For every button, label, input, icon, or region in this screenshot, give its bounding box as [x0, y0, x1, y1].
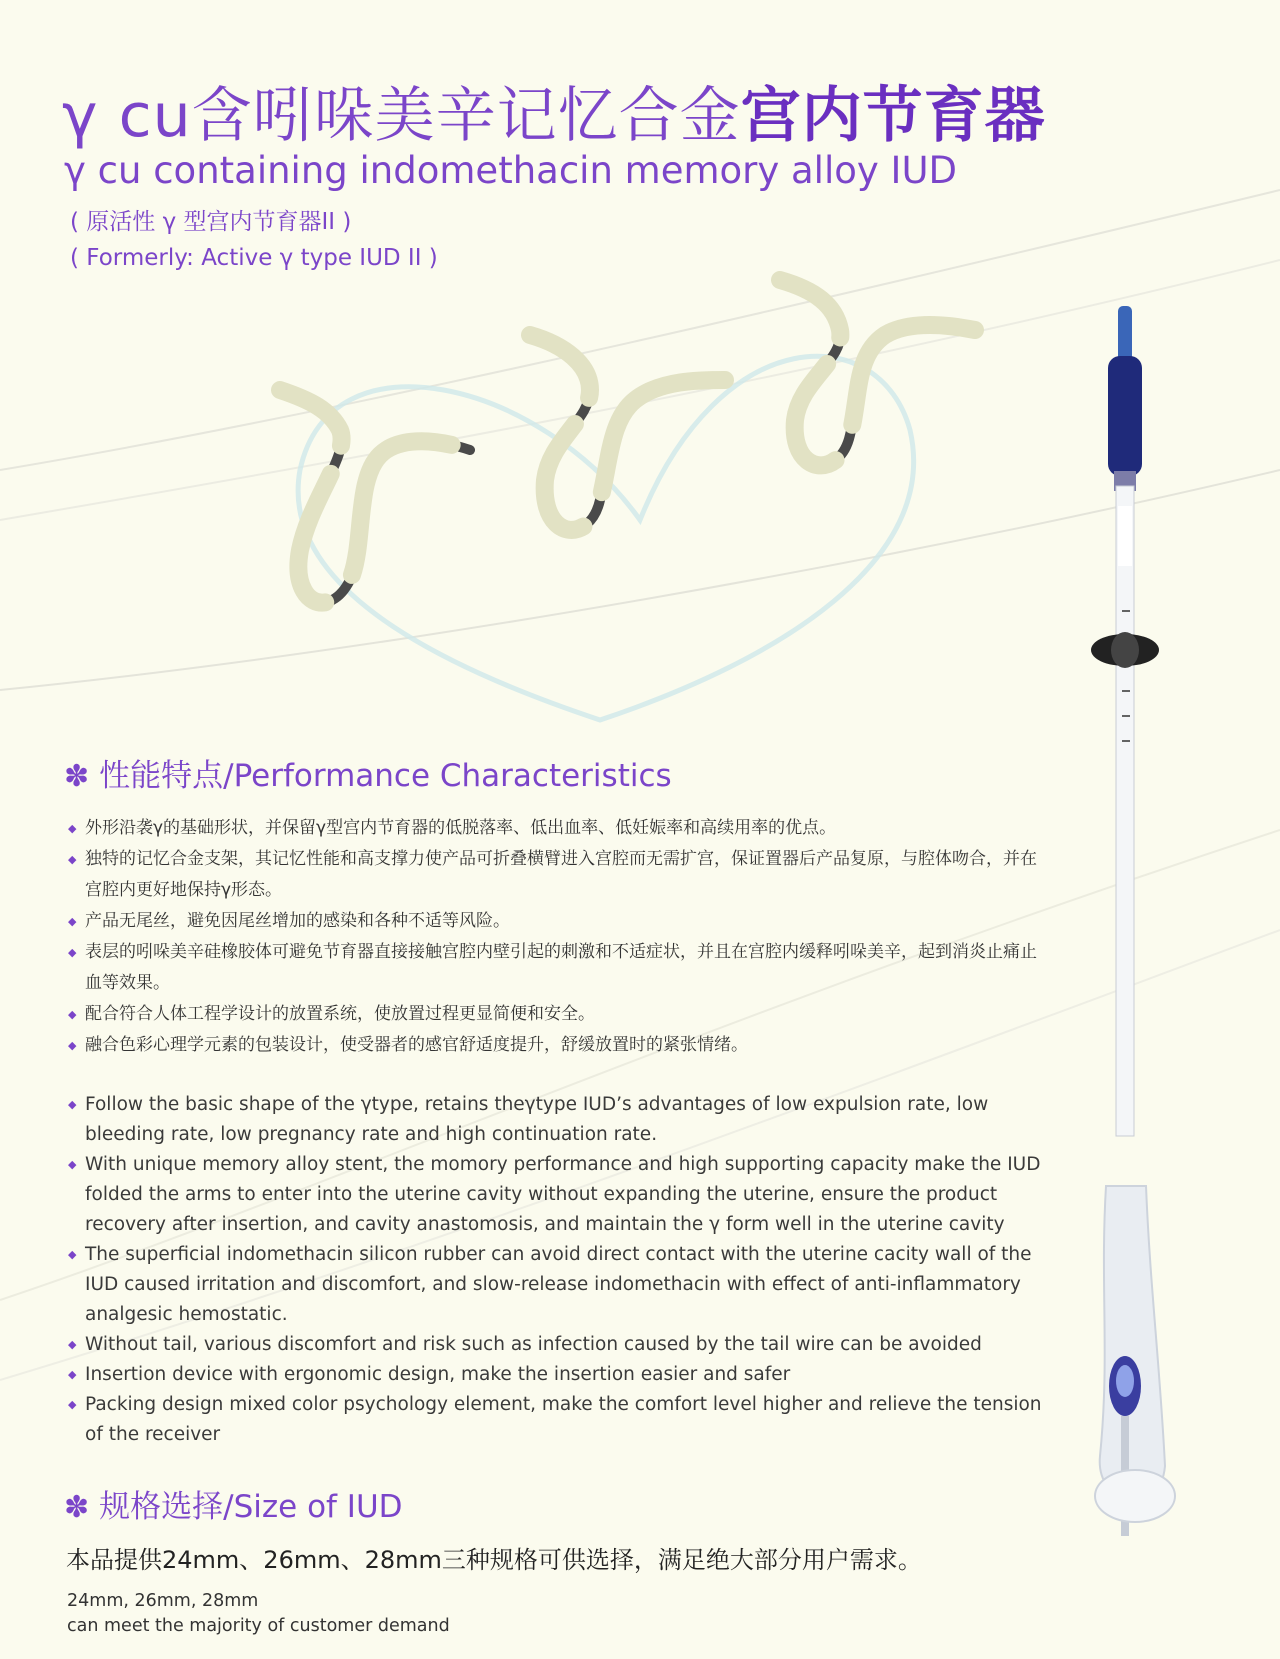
list-item: ◆ Without tail, various discomfort and risk such as infection caused by the tail wire can be avoided — [68, 1330, 1048, 1360]
size-heading-text: 规格选择/Size of IUD — [99, 1489, 403, 1525]
page-title-cn — [62, 80, 1046, 152]
performance-heading-text: 性能特点/Performance Characteristics — [99, 758, 672, 794]
title-cn-bold: 宫内节育器 — [740, 81, 1046, 151]
performance-heading — [64, 756, 672, 797]
list-item: ◆ The superficial indomethacin silicon rubber can avoid direct contact with the uterine cacity wall of the IUD caused irritation and discomfort, and slow-release indomethacin with effect of anti-inflammatory analgesic hemostatic. — [68, 1240, 1048, 1330]
list-item: ◆ 表层的吲哚美辛硅橡胶体可避免节育器直接接触宫腔内壁引起的刺激和不适症状，并且在宫腔内缓释吲哚美辛，起到消炎止痛止血等效果。 — [68, 937, 1048, 999]
list-item: ◆ Packing design mixed color psychology element, make the comfort level higher and relieve the tension of the receiver — [68, 1390, 1048, 1450]
iud-image-1 — [270, 360, 490, 640]
list-item: ◆ 产品无尾丝，避免因尾丝增加的感染和各种不适等风险。 — [68, 906, 1048, 937]
page-title-en: γ cu containing indomethacin memory alloy IUD — [64, 149, 958, 192]
insertion-device-image — [1080, 306, 1200, 1536]
asterisk-flower-icon: ✽ — [64, 759, 90, 794]
list-item: ◆ Follow the basic shape of the γtype, retains theγtype IUD’s advantages of low expulsion rate, low bleeding rate, low pregnancy rate and high continuation rate. — [68, 1090, 1048, 1150]
performance-list-en — [68, 1090, 1048, 1450]
subtitle-en: ( Formerly: Active γ type IUD II ) — [70, 245, 438, 271]
performance-list-cn — [68, 813, 1048, 1061]
asterisk-flower-icon: ✽ — [64, 1490, 90, 1525]
list-item: ◆ 独特的记忆合金支架，其记忆性能和高支撑力使产品可折叠横臂进入宫腔而无需扩宫，保证置器后产品复原，与腔体吻合，并在宫腔内更好地保持γ形态。 — [68, 844, 1048, 906]
iud-image-3 — [770, 270, 990, 520]
list-item: ◆ Insertion device with ergonomic design, make the insertion easier and safer — [68, 1360, 1048, 1390]
list-item: ◆ 配合符合人体工程学设计的放置系统，使放置过程更显简便和安全。 — [68, 999, 1048, 1030]
size-description-cn: 本品提供24mm、26mm、28mm三种规格可供选择，满足绝大部分用户需求。 — [66, 1546, 922, 1574]
size-description-en: can meet the majority of customer demand — [67, 1616, 450, 1636]
list-item: ◆ 外形沿袭γ的基础形状，并保留γ型宫内节育器的低脱落率、低出血率、低妊娠率和高续用率的优点。 — [68, 813, 1048, 844]
subtitle-cn: ( 原活性 γ 型宫内节育器II ) — [70, 209, 352, 235]
title-cn-regular: γ cu含吲哚美辛记忆合金 — [62, 81, 741, 151]
list-item: ◆ With unique memory alloy stent, the momory performance and high supporting capacity make the IUD folded the arms to enter into the uterine cavity without expanding the uterine, ensure the product recovery after insertion, and cavity anastomosis, and maintain the γ form well in the uterine cavity — [68, 1150, 1048, 1240]
size-heading — [64, 1487, 403, 1528]
list-item: ◆ 融合色彩心理学元素的包装设计，使受器者的感官舒适度提升，舒缓放置时的紧张情绪。 — [68, 1030, 1048, 1061]
size-values-en: 24mm, 26mm, 28mm — [67, 1591, 259, 1611]
iud-image-2 — [520, 320, 740, 580]
